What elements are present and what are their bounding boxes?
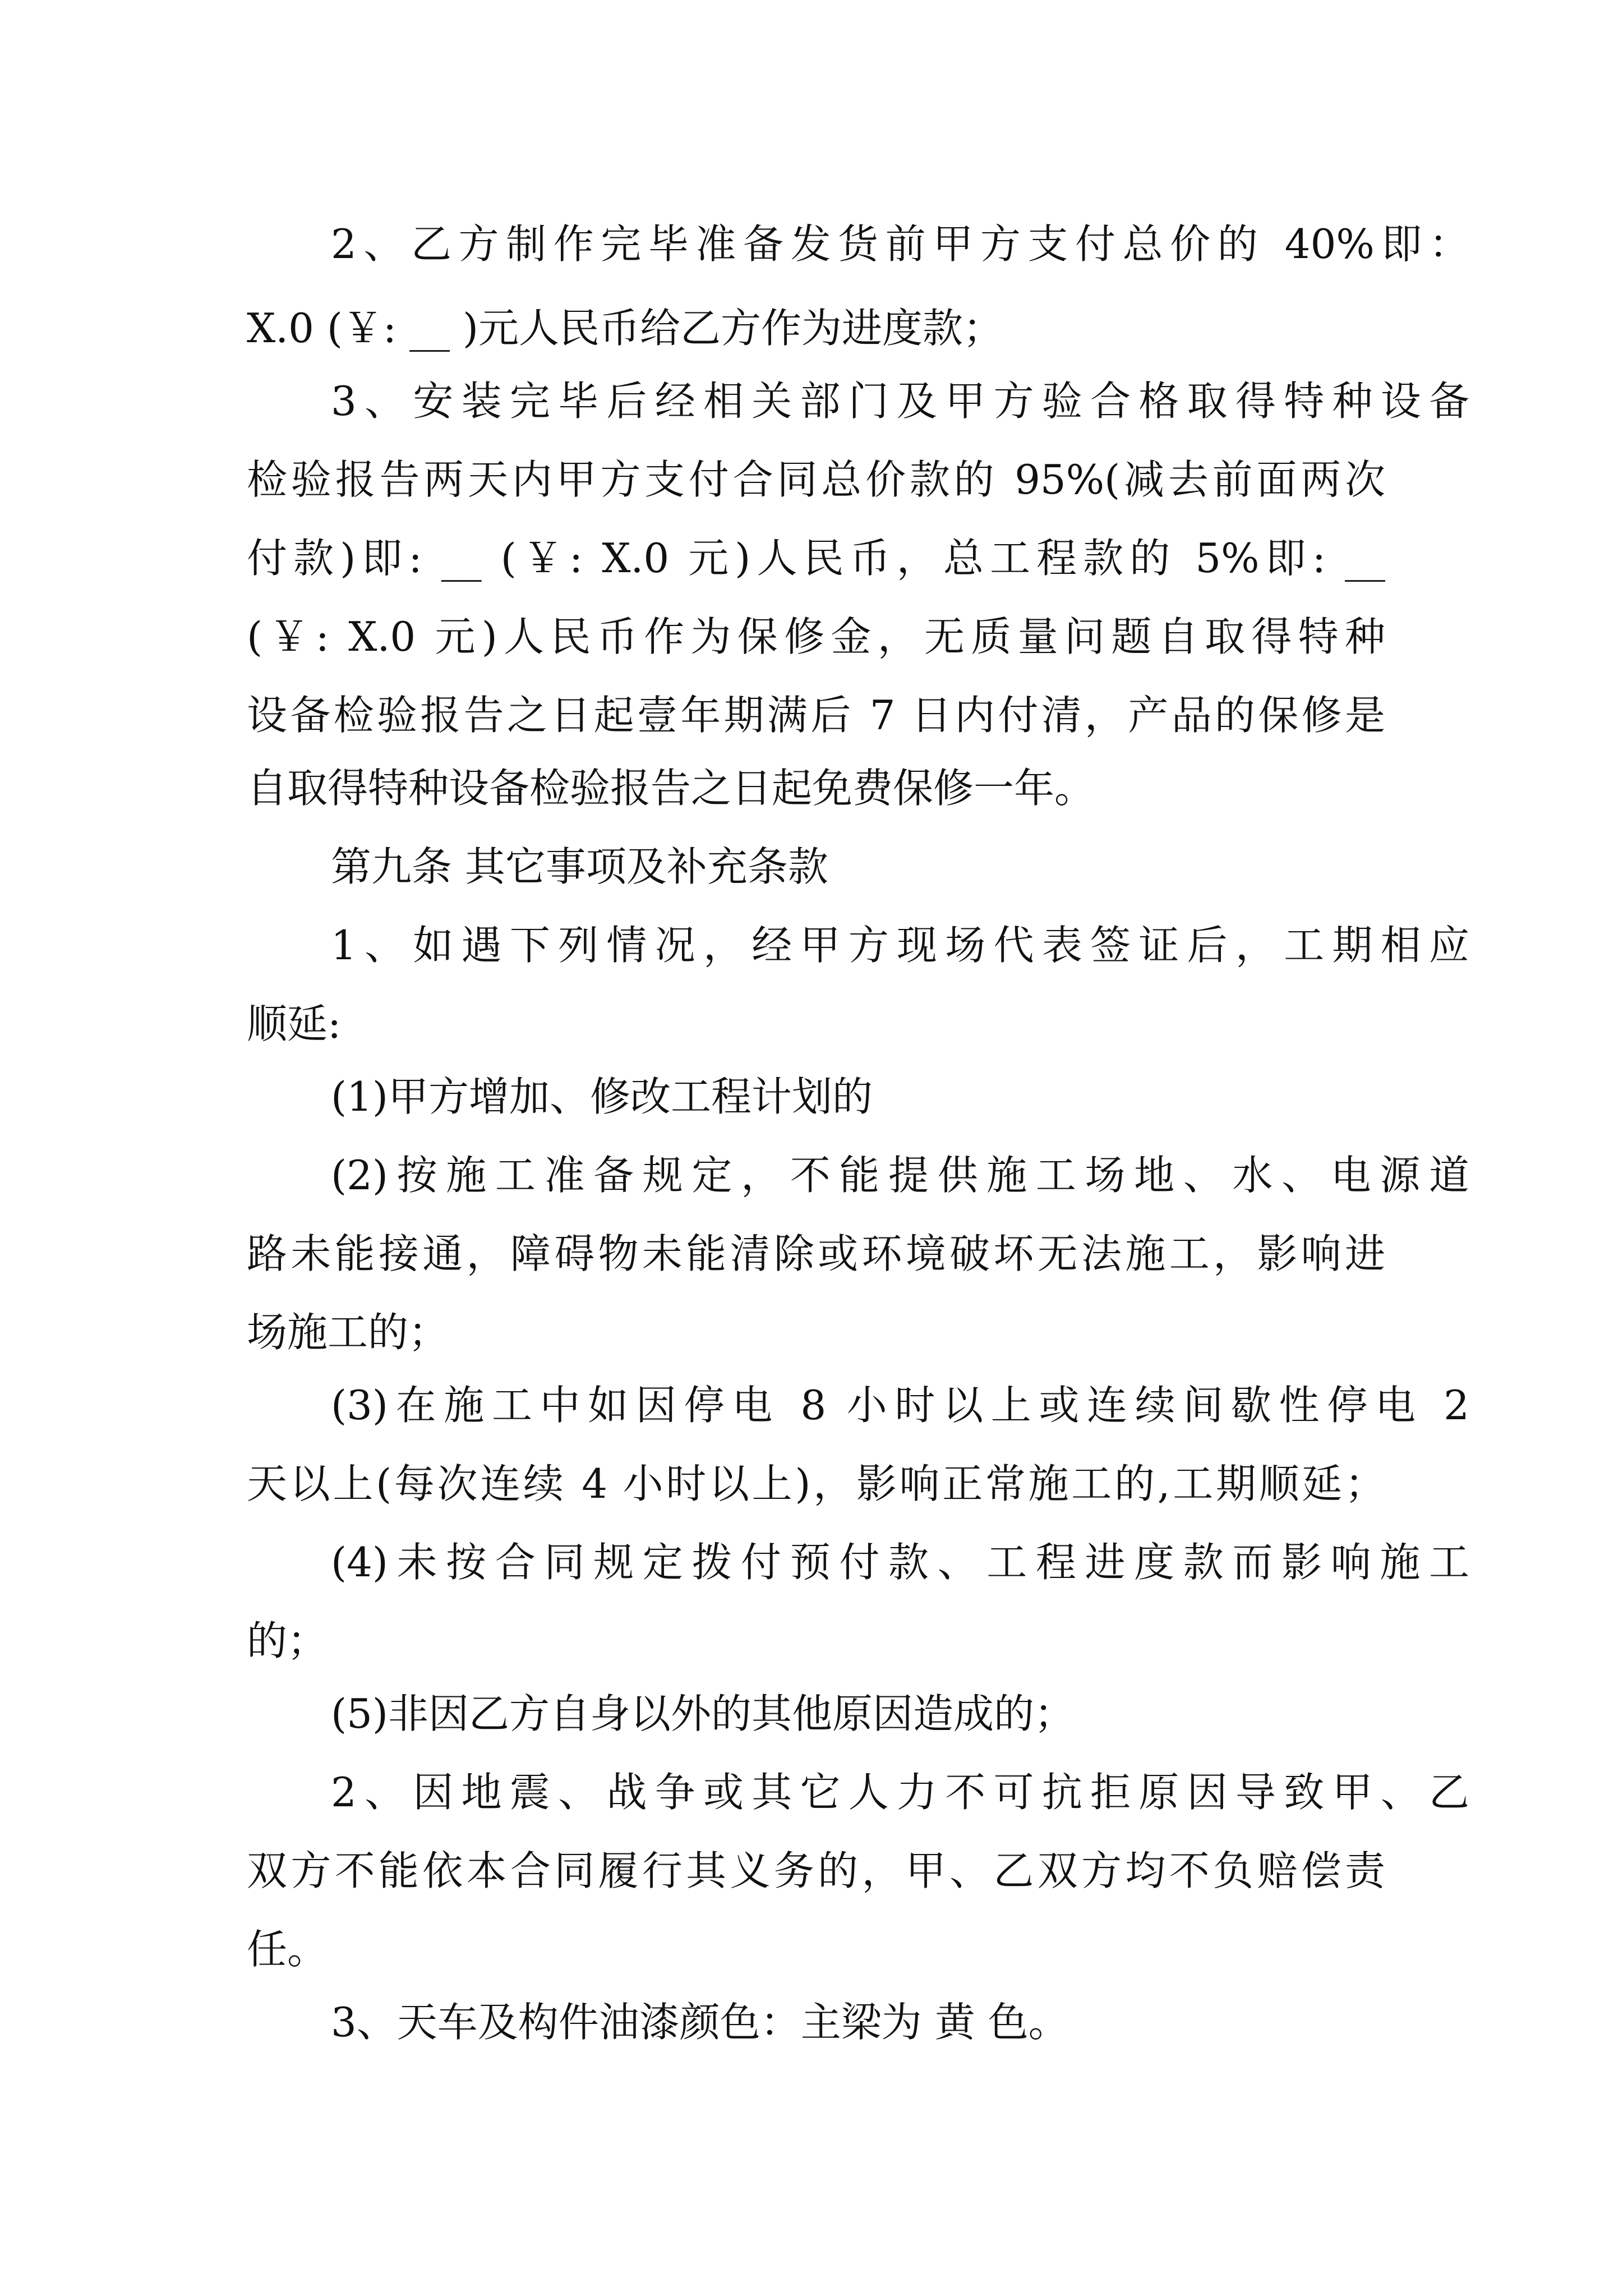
text-line-23: 任。 — [247, 1926, 328, 1973]
text-line-17: 天以上(每次连续 4 小时以上)，影响正常施工的,工期顺延； — [247, 1460, 1385, 1507]
text-line-6: (￥: X.0 元)人民币作为保修金，无质量问题自取得特种 — [247, 613, 1385, 660]
text-line-22: 双方不能依本合同履行其义务的，甲、乙双方均不负赔偿责 — [247, 1847, 1385, 1894]
text-line-12: (1)甲方增加、修改工程计划的 — [331, 1073, 873, 1120]
text-line-3: 3、安装完毕后经相关部门及甲方验合格取得特种设备 — [331, 378, 1469, 425]
text-line-14: 路未能接通，障碍物未能清除或环境破坏无法施工，影响进 — [247, 1230, 1385, 1277]
text-line-13: (2)按施工准备规定，不能提供施工场地、水、电源道 — [331, 1152, 1469, 1199]
text-line-11: 顺延: — [247, 1000, 342, 1047]
section-heading: 第九条 其它事项及补充条款 — [331, 843, 828, 890]
text-line-20: (5)非因乙方自身以外的其他原因造成的； — [331, 1690, 1075, 1737]
text-line-7: 设备检验报告之日起壹年期满后 7 日内付清，产品的保修是 — [247, 692, 1385, 739]
text-line-10: 1、如遇下列情况，经甲方现场代表签证后，工期相应 — [331, 922, 1469, 969]
text-line-1: 2、乙方制作完毕准备发货前甲方支付总价的 40%即： — [331, 220, 1469, 268]
text-line-16: (3)在施工中如因停电 8 小时以上或连续间歇性停电 2 — [331, 1382, 1469, 1429]
text-line-15: 场施工的； — [247, 1309, 449, 1356]
text-line-18: (4)未按合同规定拨付预付款、工程进度款而影响施工 — [331, 1539, 1469, 1586]
text-line-8: 自取得特种设备检验报告之日起免费保修一年。 — [247, 765, 1095, 812]
text-line-4: 检验报告两天内甲方支付合同总价款的 95%(减去前面两次 — [247, 456, 1385, 503]
text-line-21: 2、因地震、战争或其它人力不可抗拒原因导致甲、乙 — [331, 1769, 1469, 1816]
text-line-24: 3、天车及构件油漆颜色：主梁为 黄 色。 — [331, 1999, 1069, 2046]
text-line-2: X.0 (￥: __ )元人民币给乙方作为进度款； — [247, 305, 1004, 352]
text-line-5: 付款)即: __ (￥: X.0 元)人民币，总工程款的 5%即: __ — [247, 535, 1385, 582]
text-line-19: 的； — [247, 1617, 328, 1664]
